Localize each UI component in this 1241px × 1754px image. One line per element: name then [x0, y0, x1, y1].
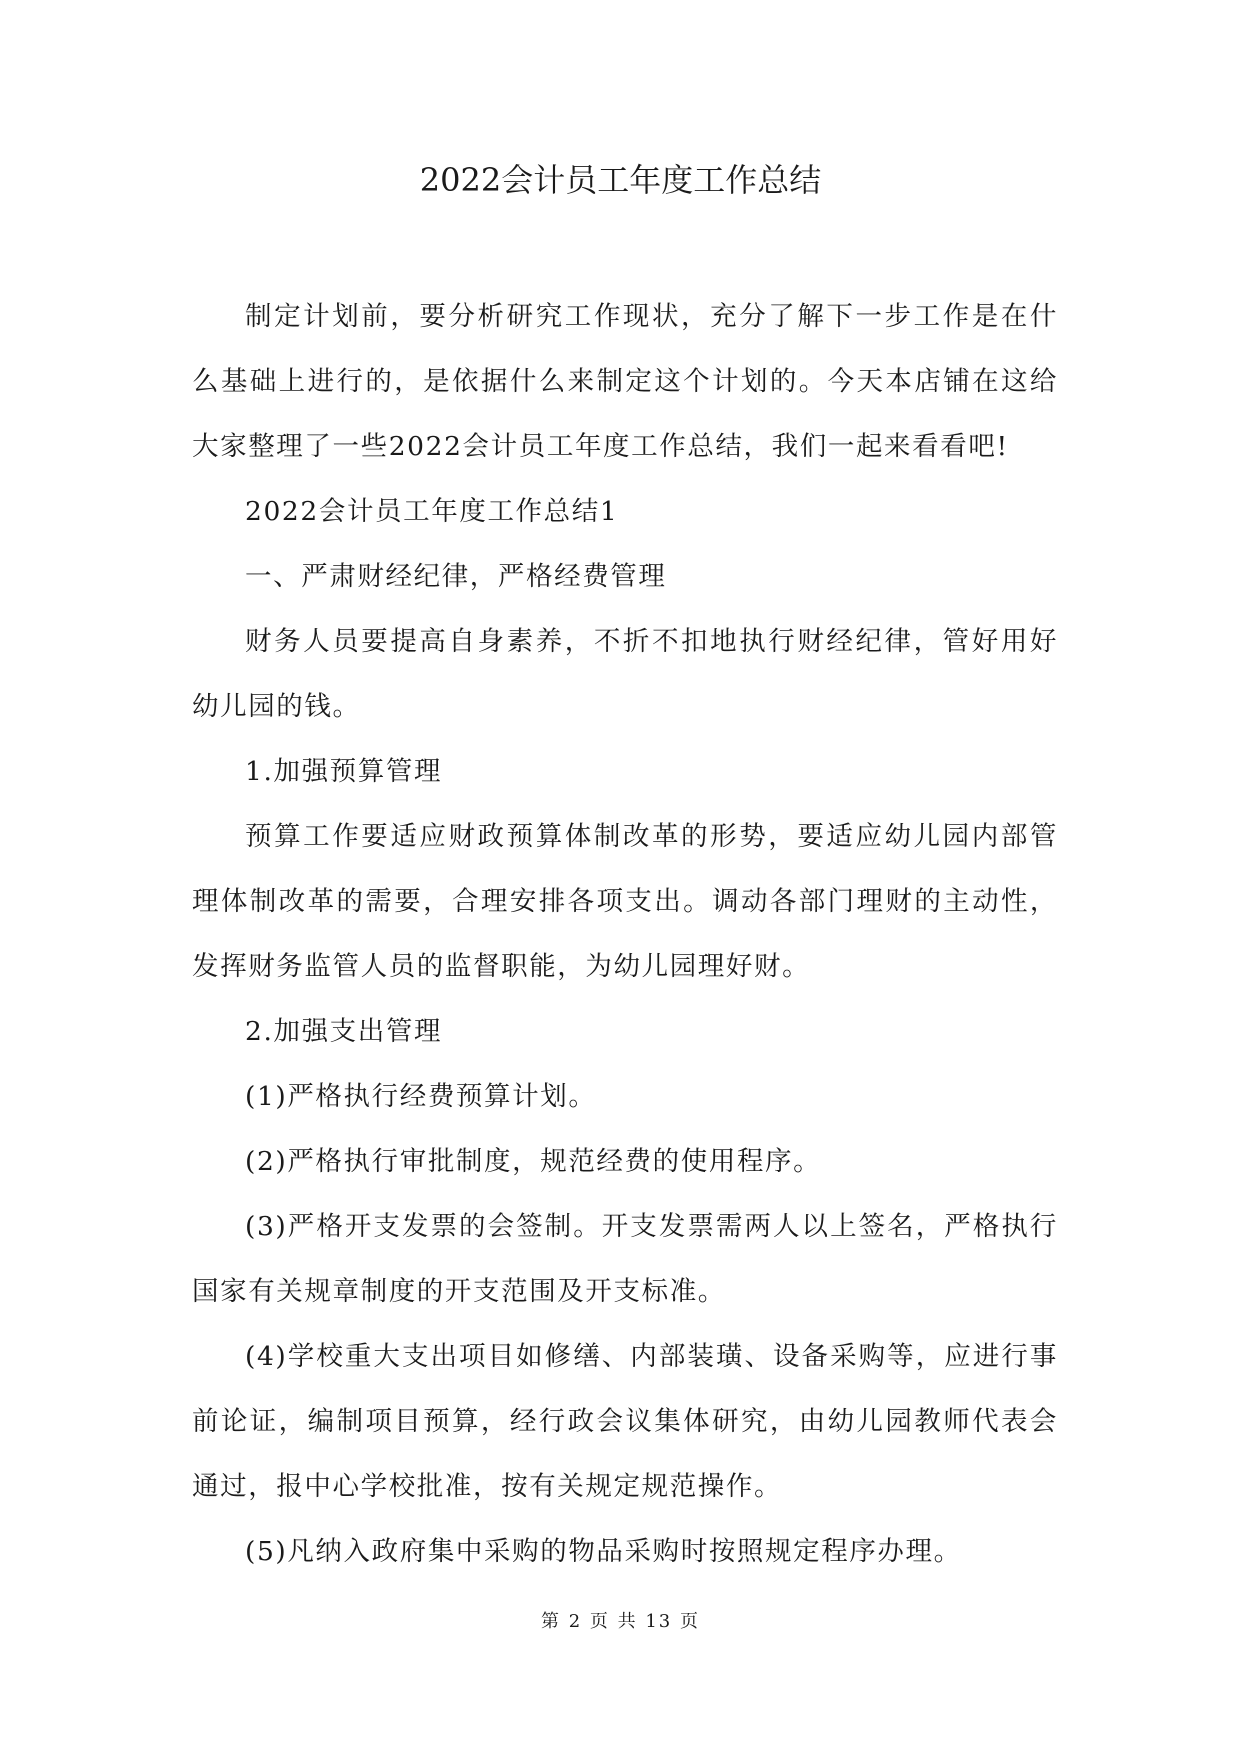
document-title: 2022会计员工年度工作总结	[419, 161, 822, 199]
paragraph-intro: 制定计划前，要分析研究工作现状，充分了解下一步工作是在什么基础上进行的，是依据什么来制定这个计划的。今天本店铺在这给大家整理了一些2022会计员工年度工作总结，我们一起来看看吧!	[192, 301, 1058, 462]
item-heading: 1.加强预算管理	[245, 756, 443, 787]
list-item: (1)严格执行经费预算计划。	[245, 1081, 597, 1112]
list-item: (5)凡纳入政府集中采购的物品采购时按照规定程序办理。	[245, 1536, 962, 1567]
list-item: (2)严格执行审批制度，规范经费的使用程序。	[245, 1146, 822, 1177]
document-body	[192, 284, 1058, 1584]
list-item: (4)学校重大支出项目如修缮、内部装璜、设备采购等，应进行事前论证，编制项目预算，经行政会议集体研究，由幼儿园教师代表会通过，报中心学校批准，按有关规定规范操作。	[192, 1341, 1058, 1502]
page-number-footer: 第 2 页 共 13 页	[541, 1611, 700, 1632]
list-item: (3)严格开支发票的会签制。开支发票需两人以上签名，严格执行国家有关规章制度的开支范围及开支标准。	[192, 1211, 1058, 1307]
section-heading: 2022会计员工年度工作总结1	[245, 496, 619, 527]
paragraph: 预算工作要适应财政预算体制改革的形势，要适应幼儿园内部管理体制改革的需要，合理安排各项支出。调动各部门理财的主动性，发挥财务监管人员的监督职能，为幼儿园理好财。	[192, 821, 1058, 982]
subsection-heading: 一、严肃财经纪律，严格经费管理	[245, 561, 667, 592]
paragraph: 财务人员要提高自身素养，不折不扣地执行财经纪律，管好用好幼儿园的钱。	[192, 626, 1058, 722]
item-heading: 2.加强支出管理	[245, 1016, 443, 1047]
